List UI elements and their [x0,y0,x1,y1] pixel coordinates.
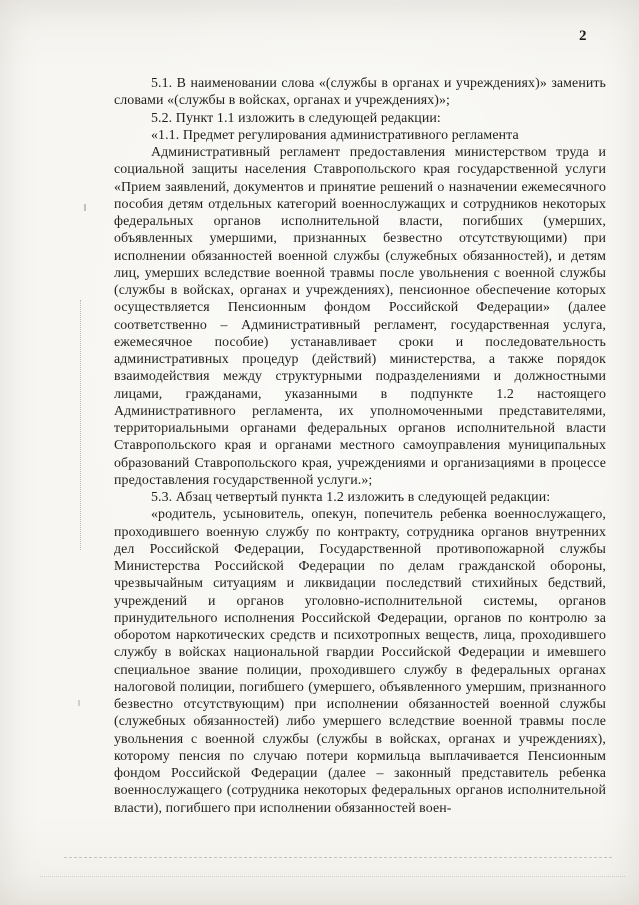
paragraph-parent-definition: «родитель, усыновитель, опекун, попечитель ребенка военнослужащего, проходившего военную службу по контракту, сотрудника органов внутренних дел Российской Федерации, Государственной противопожарной службы Министерства Российской Федерации по делам гражданской обороны, чрезвычайным ситуациям и ликвидации последствий стихийных бедствий, учреждений и органов уголовно-исполнительной системы, органов принудительного исполнения Российской Федерации, органов по контролю за оборотом наркотических средств и психотропных веществ, лица, проходившего службу в войсках национальной гвардии Российской Федерации и имевшего специальное звание полиции, проходившего службу в федеральных органах налоговой полиции, погибшего (умершего, объявленного умершим, признанного безвестно отсутствующим) при исполнении обязанностей военной службы (служебных обязанностей) либо умершего вследствие военной травмы после увольнения с военной службы (службы в войсках, органах и учреждениях), которому пенсия по случаю потери кормильца выплачивается Пенсионным фондом Российской Федерации (далее – законный представитель ребенка военнослужащего (сотрудника некоторых федеральных органов исполнительной власти), погибшего при исполнении обязанностей воен- [114,507,606,816]
paragraph-clause-5-1: 5.1. В наименовании слова «(службы в органах и учреждениях)» заменить словами «(службы в войсках, органах и учреждениях)»; [114,76,606,109]
paragraph-section-1-1-heading: «1.1. Предмет регулирования административного регламента [151,127,519,143]
scan-artifact-left-mark-2 [78,700,80,706]
document-body [114,75,606,817]
paragraph-clause-5-2: 5.2. Пункт 1.1 изложить в следующей редакции: [151,110,441,126]
paragraph-regulation-subject: Административный регламент предоставления министерством труда и социальной защиты населения Ставропольского края государственной услуги «Прием заявлений, документов и принятие решений о назначении ежемесячного пособия детям отдельных категорий военнослужащих и сотрудников некоторых федеральных органов исполнительной власти, погибших (умерших, объявленных умершими, признанных безвестно отсутствующими) при исполнении обязанностей военной службы (служебных обязанностей), и детям лиц, умерших вследствие военной травмы после увольнения с военной службы (службы в войсках, органах и учреждениях), пенсионное обеспечение которых осуществляется Пенсионным фондом Российской Федерации» (далее соответственно – Административный регламент, государственная услуга, ежемесячное пособие) устанавливает сроки и последовательность административных процедур (действий) министерства, а также порядок взаимодействия между структурными подразделениями и должностными лицами, гражданами, указанными в подпункте 1.2 настоящего Административного регламента, их уполномоченными представителями, территориальными органами федеральных органов исполнительной власти Ставропольского края и органами местного самоуправления муниципальных образований Ставропольского края, учреждениями и организациями в процессе предоставления государственной услуги.»; [114,145,606,488]
paragraph-clause-5-3: 5.3. Абзац четвертый пункта 1.2 изложить в следующей редакции: [151,490,551,505]
scan-artifact-bottom-dashed-line-2 [40,876,625,877]
scan-artifact-bottom-dashed-line-1 [64,857,612,858]
scan-artifact-left-dotted-line [80,300,81,550]
scan-artifact-left-mark-1 [84,204,86,211]
page-number: 2 [579,28,587,44]
